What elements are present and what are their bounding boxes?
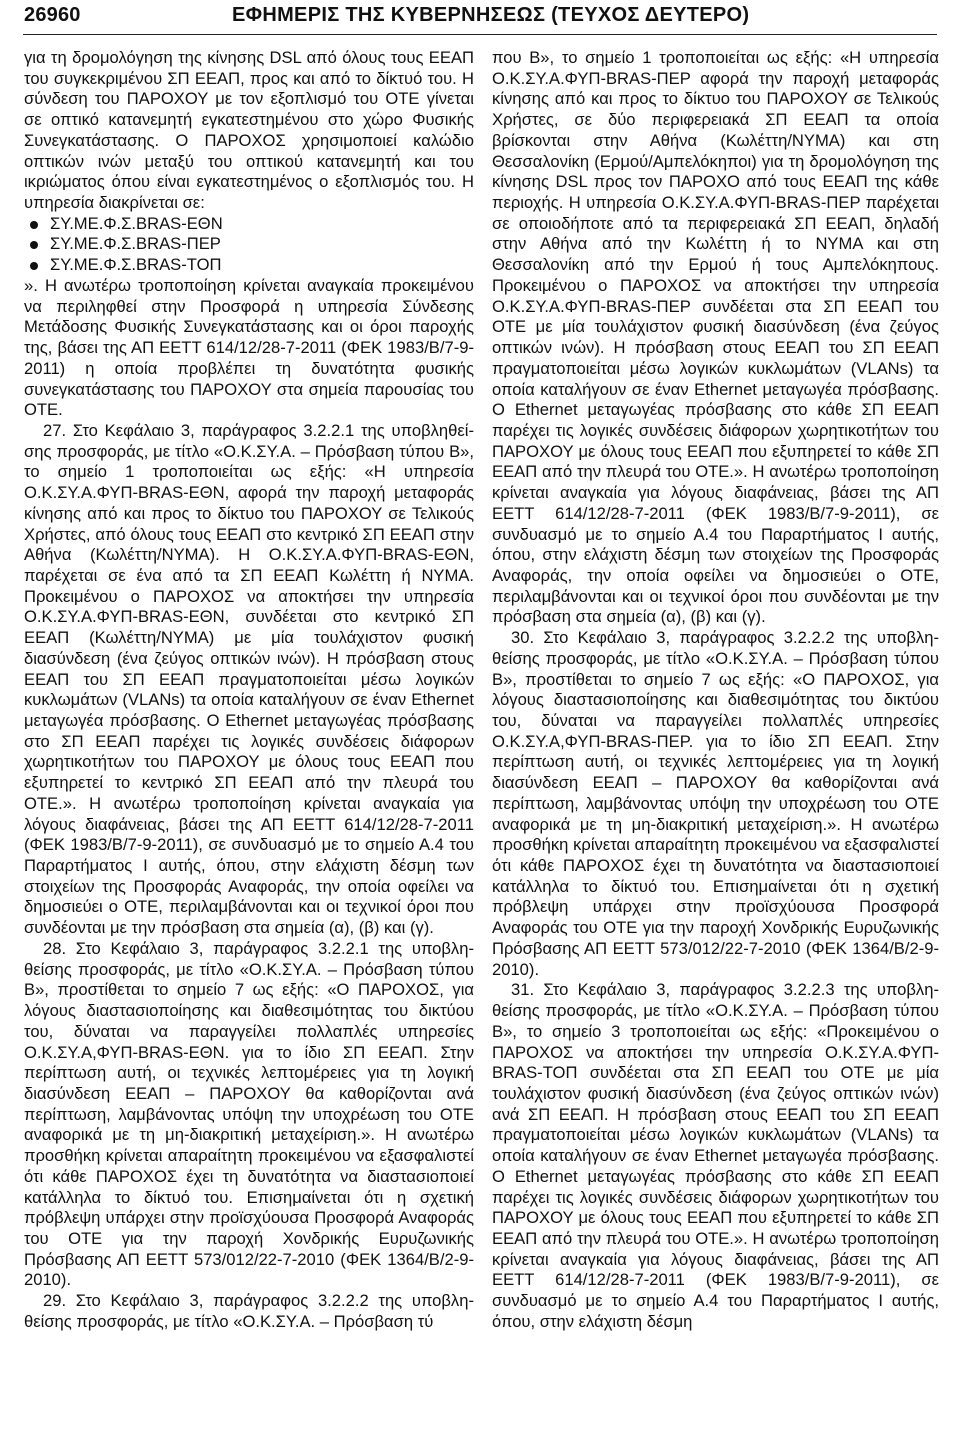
paragraph-27: 27. Στο Κεφάλαιο 3, παράγραφος 3.2.2.1 της υποβληθείσης προσφοράς, με τίτλο «Ο.Κ.ΣΥ.Α. – Πρόσβαση τύπου Β», το σημείο 1 τροποποιείται ως εξής: «Η υπηρεσία Ο.Κ.ΣΥ.Α.ΦΥΠ-BRAS-ΕΘΝ, αφορά την παροχή μεταφοράς κίνησης από και προς το δίκτυο του ΠΑΡΟΧΟΥ σε Τελικούς Χρήστες, από όλους τους ΕΕΑΠ στο κεντρικό ΣΠ ΕΕΑΠ στην Αθήνα (Κωλέττη/ΝΥΜΑ). Η Ο.Κ.ΣΥ.Α.ΦΥΠ-BRAS-ΕΘΝ, παρέχεται σε ένα από τα ΣΠ ΕΕΑΠ Κωλέττη ή ΝΥΜΑ. Προκειμένου ο ΠΑΡΟΧΟΣ να αποκτήσει την υπηρεσία Ο.Κ.ΣΥ.Α.ΦΥΠ-BRAS-ΕΘΝ, συνδέεται στο κεντρικό ΣΠ ΕΕΑΠ (Κωλέττη/ΝΥΜΑ) με μία τουλάχιστον φυσική διασύνδεση (ένα ζεύγος οπτικών ινών). Η πρόσβαση στους ΕΕΑΠ του ΣΠ ΕΕΑΠ πραγματοποιείται μέσω λογικών κυκλωμάτων (VLANs) τα οποία καταλήγουν σε έναν Ethernet μεταγωγέα πρόσβασης. Ο Ethernet μεταγωγέας πρόσβασης στο ΣΠ ΕΕΑΠ παρέχει τις λογικές συνδέσεις διάφορων χωρητικοτήτων του ΠΑΡΟΧΟΥ με όλους τους ΕΕΑΠ που εξυπηρετεί το κεντρικό ΣΠ ΕΕΑΠ από την πλευρά του ΟΤΕ.». Η ανωτέρω τροποποίηση κρίνεται αναγκαία για λόγους διαφάνειας, βάσει της ΑΠ ΕΕΤΤ 614/12/28-7-2011 (ΦΕΚ 1983/Β/7-9-2011), σε συνδυασμό με το σημείο Α.4 του Παραρτήματος Ι αυτής, όπου, στην ελάχιστη δέσμη των στοιχείων της Προσφοράς Αναφοράς, την οποία οφείλει να δημοσιεύει ο ΟΤΕ, περιλαμβάνονται και οι τεχνικοί όροι που συνδέονται με την πρόσβαση στα σημεία (α), (β) και (γ). — [24, 420, 474, 938]
left-column — [24, 48, 474, 1333]
list-item-label: ΣΥ.ΜΕ.Φ.Σ.BRAS-ΕΘΝ — [50, 213, 223, 233]
right-column — [492, 48, 939, 1333]
list-item — [24, 234, 474, 255]
bullet-icon — [30, 241, 38, 249]
gazette-title: ΕΦΗΜΕΡΙΣ ΤΗΣ ΚΥΒΕΡΝΗΣΕΩΣ (ΤΕΥΧΟΣ ΔΕΥΤΕΡΟ) — [232, 4, 750, 26]
paragraph-30: 30. Στο Κεφάλαιο 3, παράγραφος 3.2.2.2 της υποβληθείσης προσφοράς, με τίτλο «Ο.Κ.ΣΥ.Α. – Πρόσβαση τύπου Β», προστίθεται το σημείο 7 ως εξής: «Ο ΠΑΡΟΧΟΣ, για λόγους διαστασιοποίησης και διαθεσιμότητας του δικτύου του, δύναται να παραγγείλει πολλαπλές υπηρεσίες Ο.Κ.ΣΥ.Α,ΦΥΠ-BRAS-ΠΕΡ. για το ίδιο ΣΠ ΕΕΑΠ. Στην περίπτωση αυτή, οι τεχνικές λεπτομέρειες για τη λογική διασύνδεση ΕΕΑΠ – ΠΑΡΟΧΟΥ θα καθορίζονται ανά περίπτωση, λαμβάνοντας υπόψη την υποχρέωση του ΟΤΕ αναφορικά με τη μη-διακριτική μεταχείριση.». Η ανωτέρω προσθήκη κρίνεται απαραίτητη προκειμένου να εξασφαλιστεί ότι κάθε ΠΑΡΟΧΟΣ έχει τη δυνατότητα να διαστασιοποιεί κατάλληλα το δίκτυό του. Επισημαίνεται ότι η σχετική πρόβλεψη υπάρχει στην προϊσχύουσα Προσφορά Αναφοράς του ΟΤΕ για την παροχή Χονδρικής Ευρυζωνικής Πρόσβασης ΑΠ ΕΕΤΤ 573/012/22-7-2010 (ΦΕΚ 1364/Β/2-9-2010). — [492, 628, 939, 979]
paragraph-29: 29. Στο Κεφάλαιο 3, παράγραφος 3.2.2.2 της υποβληθείσης προσφοράς, με τίτλο «Ο.Κ.ΣΥ.Α. – Πρόσβαση τύ — [24, 1291, 474, 1331]
paragraph-dsl-routing: για τη δρομολόγηση της κίνησης DSL από όλους τους ΕΕΑΠ του συγκεκριμένου ΣΠ ΕΕΑΠ, προς και από το δίκτυό του. Η σύνδεση του ΠΑΡΟΧΟΥ με τον εξοπλισμό του ΟΤΕ γίνεται σε οπτικό κατανεμητή εγκατεστημένου στο χώρο Φυσικής Συνεγκατάστασης. Ο ΠΑΡΟΧΟΣ χρησιμοποιεί καλώδιο οπτικών ινών μεταξύ του οπτικού κατανεμητή και του ικριώματος όπου είναι εγκατεστημένος ο εξοπλισμός του. Η υπηρεσία διακρίνεται σε: — [24, 48, 474, 213]
page-header — [0, 0, 960, 40]
bullet-icon — [30, 221, 38, 229]
paragraph-29-continued: που Β», το σημείο 1 τροποποιείται ως εξής: «Η υπηρεσία Ο.Κ.ΣΥ.Α.ΦΥΠ-BRAS-ΠΕΡ αφορά την παροχή μεταφοράς κίνησης από και προς το δίκτυο του ΠΑΡΟΧΟΥ σε Τελικούς Χρήστες, σε δύο περιφερειακά ΣΠ ΕΕΑΠ τα οποία βρίσκονται στην Αθήνα (Κωλέττη/ΝΥΜΑ) και στη Θεσσαλονίκη (Ερμού/Αμπελόκηποι) για τη δρομολόγηση της κίνησης DSL προς τον ΠΑΡΟΧΟ από τους ΕΕΑΠ της κάθε περιοχής. Η υπηρεσία Ο.Κ.ΣΥ.Α.ΦΥΠ-BRAS-ΠΕΡ παρέχεται σε οποιοδήποτε από τα περιφερειακά ΣΠ ΕΕΑΠ, δηλαδή στην Αθήνα από την Κωλέττη ή το ΝΥΜΑ και στη Θεσσαλονίκη από την Ερμού ή τους Αμπελόκηπους. Προκειμένου ο ΠΑΡΟΧΟΣ να αποκτήσει την υπηρεσία Ο.Κ.ΣΥ.Α.ΦΥΠ-BRAS-ΠΕΡ συνδέεται στα ΣΠ ΕΕΑΠ του ΟΤΕ με μία τουλάχιστον φυσική διασύνδεση (ένα ζεύγος οπτικών ινών). Η πρόσβαση στους ΕΕΑΠ του ΣΠ ΕΕΑΠ πραγματοποιείται μέσω λογικών κυκλωμάτων (VLANs) τα οποία καταλήγουν σε έναν Ethernet μεταγωγέα πρόσβασης. Ο Ethernet μεταγωγέας πρόσβασης στο κάθε ΣΠ ΕΕΑΠ παρέχει τις λογικές συνδέσεις διάφορων χωρητικοτήτων του ΠΑΡΟΧΟΥ με όλους τους ΕΕΑΠ που εξυπηρετεί το κάθε ΣΠ ΕΕΑΠ από την πλευρά του ΟΤΕ.». Η ανωτέρω τροποποίηση κρίνεται αναγκαία για λόγους διαφάνειας, βάσει της ΑΠ ΕΕΤΤ 614/12/28-7-2011 (ΦΕΚ 1983/Β/7-9-2011), σε συνδυασμό με το σημείο Α.4 του Παραρτήματος Ι αυτής, όπου, στην ελάχιστη δέσμη των στοιχείων της Προσφοράς Αναφοράς, την οποία οφείλει να δημοσιεύει ο ΟΤΕ, περιλαμβάνονται και οι τεχνικοί όροι που συνδέονται με την πρόσβαση στα σημεία (α), (β) και (γ). — [492, 48, 939, 627]
list-item — [24, 214, 474, 235]
list-item-label: ΣΥ.ΜΕ.Φ.Σ.BRAS-ΤΟΠ — [50, 255, 222, 275]
header-divider — [23, 34, 937, 35]
bullet-icon — [30, 262, 38, 270]
paragraph-31: 31. Στο Κεφάλαιο 3, παράγραφος 3.2.2.3 της υποβληθείσης προσφοράς, με τίτλο «Ο.Κ.ΣΥ.Α. – Πρόσβαση τύπου Β», το σημείο 3 τροποποιείται ως εξής: «Προκειμένου ο ΠΑΡΟΧΟΣ να αποκτήσει την υπηρεσία Ο.Κ.ΣΥ.Α.ΦΥΠ-BRAS-ΤΟΠ συνδέεται στα ΣΠ ΕΕΑΠ του ΟΤΕ με μία τουλάχιστον φυσική διασύνδεση (ένα ζεύγος οπτικών ινών) ανά ΣΠ ΕΕΑΠ. Η πρόσβαση στους ΕΕΑΠ του ΣΠ ΕΕΑΠ πραγματοποιείται μέσω λογικών κυκλωμάτων (VLANs) τα οποία καταλήγουν σε έναν Ethernet μεταγωγέα πρόσβασης. Ο Ethernet μεταγωγέας πρόσβασης στο κάθε ΣΠ ΕΕΑΠ παρέχει τις λογικές συνδέσεις διάφορων χωρητικοτήτων του ΠΑΡΟΧΟΥ με όλους τους ΕΕΑΠ που εξυπηρετεί το κάθε ΣΠ ΕΕΑΠ από την πλευρά του ΟΤΕ.». Η ανωτέρω τροποποίηση κρίνεται αναγκαία για λόγους διαφάνειας, βάσει της ΑΠ ΕΕΤΤ 614/12/28-7-2011 (ΦΕΚ 1983/Β/7-9-2011), σε συνδυασμό με το σημείο Α.4 του Παραρτήματος Ι αυτής, όπου, στην ελάχιστη δέσμη — [492, 980, 939, 1331]
list-item-label: ΣΥ.ΜΕ.Φ.Σ.BRAS-ΠΕΡ — [50, 234, 221, 254]
paragraph-28: 28. Στο Κεφάλαιο 3, παράγραφος 3.2.2.1 της υποβληθείσης προσφοράς, με τίτλο «Ο.Κ.ΣΥ.Α. – Πρόσβαση τύπου Β», προστίθεται το σημείο 7 ως εξής: «Ο ΠΑΡΟΧΟΣ, για λόγους διαστασιοποίησης και διαθεσιμότητας του δικτύου του, δύναται να παραγγείλει πολλαπλές υπηρεσίες Ο.Κ.ΣΥ.Α,ΦΥΠ-BRAS-ΕΘΝ. για το ίδιο ΣΠ ΕΕΑΠ. Στην περίπτωση αυτή, οι τεχνικές λεπτομέρειες για τη λογική διασύνδεση ΕΕΑΠ – ΠΑΡΟΧΟΥ θα καθορίζονται ανά περίπτωση, λαμβάνοντας υπόψη την υποχρέωση του ΟΤΕ αναφορικά με τη μη-διακριτική μεταχείριση.». Η ανωτέρω προσθήκη κρίνεται απαραίτητη προκειμένου να εξασφαλιστεί ότι κάθε ΠΑΡΟΧΟΣ έχει τη δυνατότητα να διαστασιοποιεί κατάλληλα το δίκτυό του. Επισημαίνεται ότι η σχετική πρόβλεψη υπάρχει στην προϊσχύουσα Προσφορά Αναφοράς του ΟΤΕ για την παροχή Χονδρικής Ευρυζωνικής Πρόσβασης ΑΠ ΕΕΤΤ 573/012/22-7-2010 (ΦΕΚ 1364/Β/2-9-2010). — [24, 938, 474, 1290]
paragraph-amendment-justification: ». Η ανωτέρω τροποποίηση κρίνεται αναγκαία προκειμένου να περιληφθεί στην Προσφορά η υπηρεσία Σύνδεσης Μετάδοσης Φυσικής Συνεγκατάστασης και οι όροι παροχής της, βάσει της ΑΠ ΕΕΤΤ 614/12/28-7-2011 (ΦΕΚ 1983/Β/7-9-2011) η οποία προβλέπει τη δυνατότητα φυσικής συνεγκατάστασης του ΠΑΡΟΧΟΥ στα σημεία παρουσίας του ΟΤΕ. — [24, 275, 474, 420]
page-number: 26960 — [24, 4, 81, 26]
list-item — [24, 255, 474, 276]
